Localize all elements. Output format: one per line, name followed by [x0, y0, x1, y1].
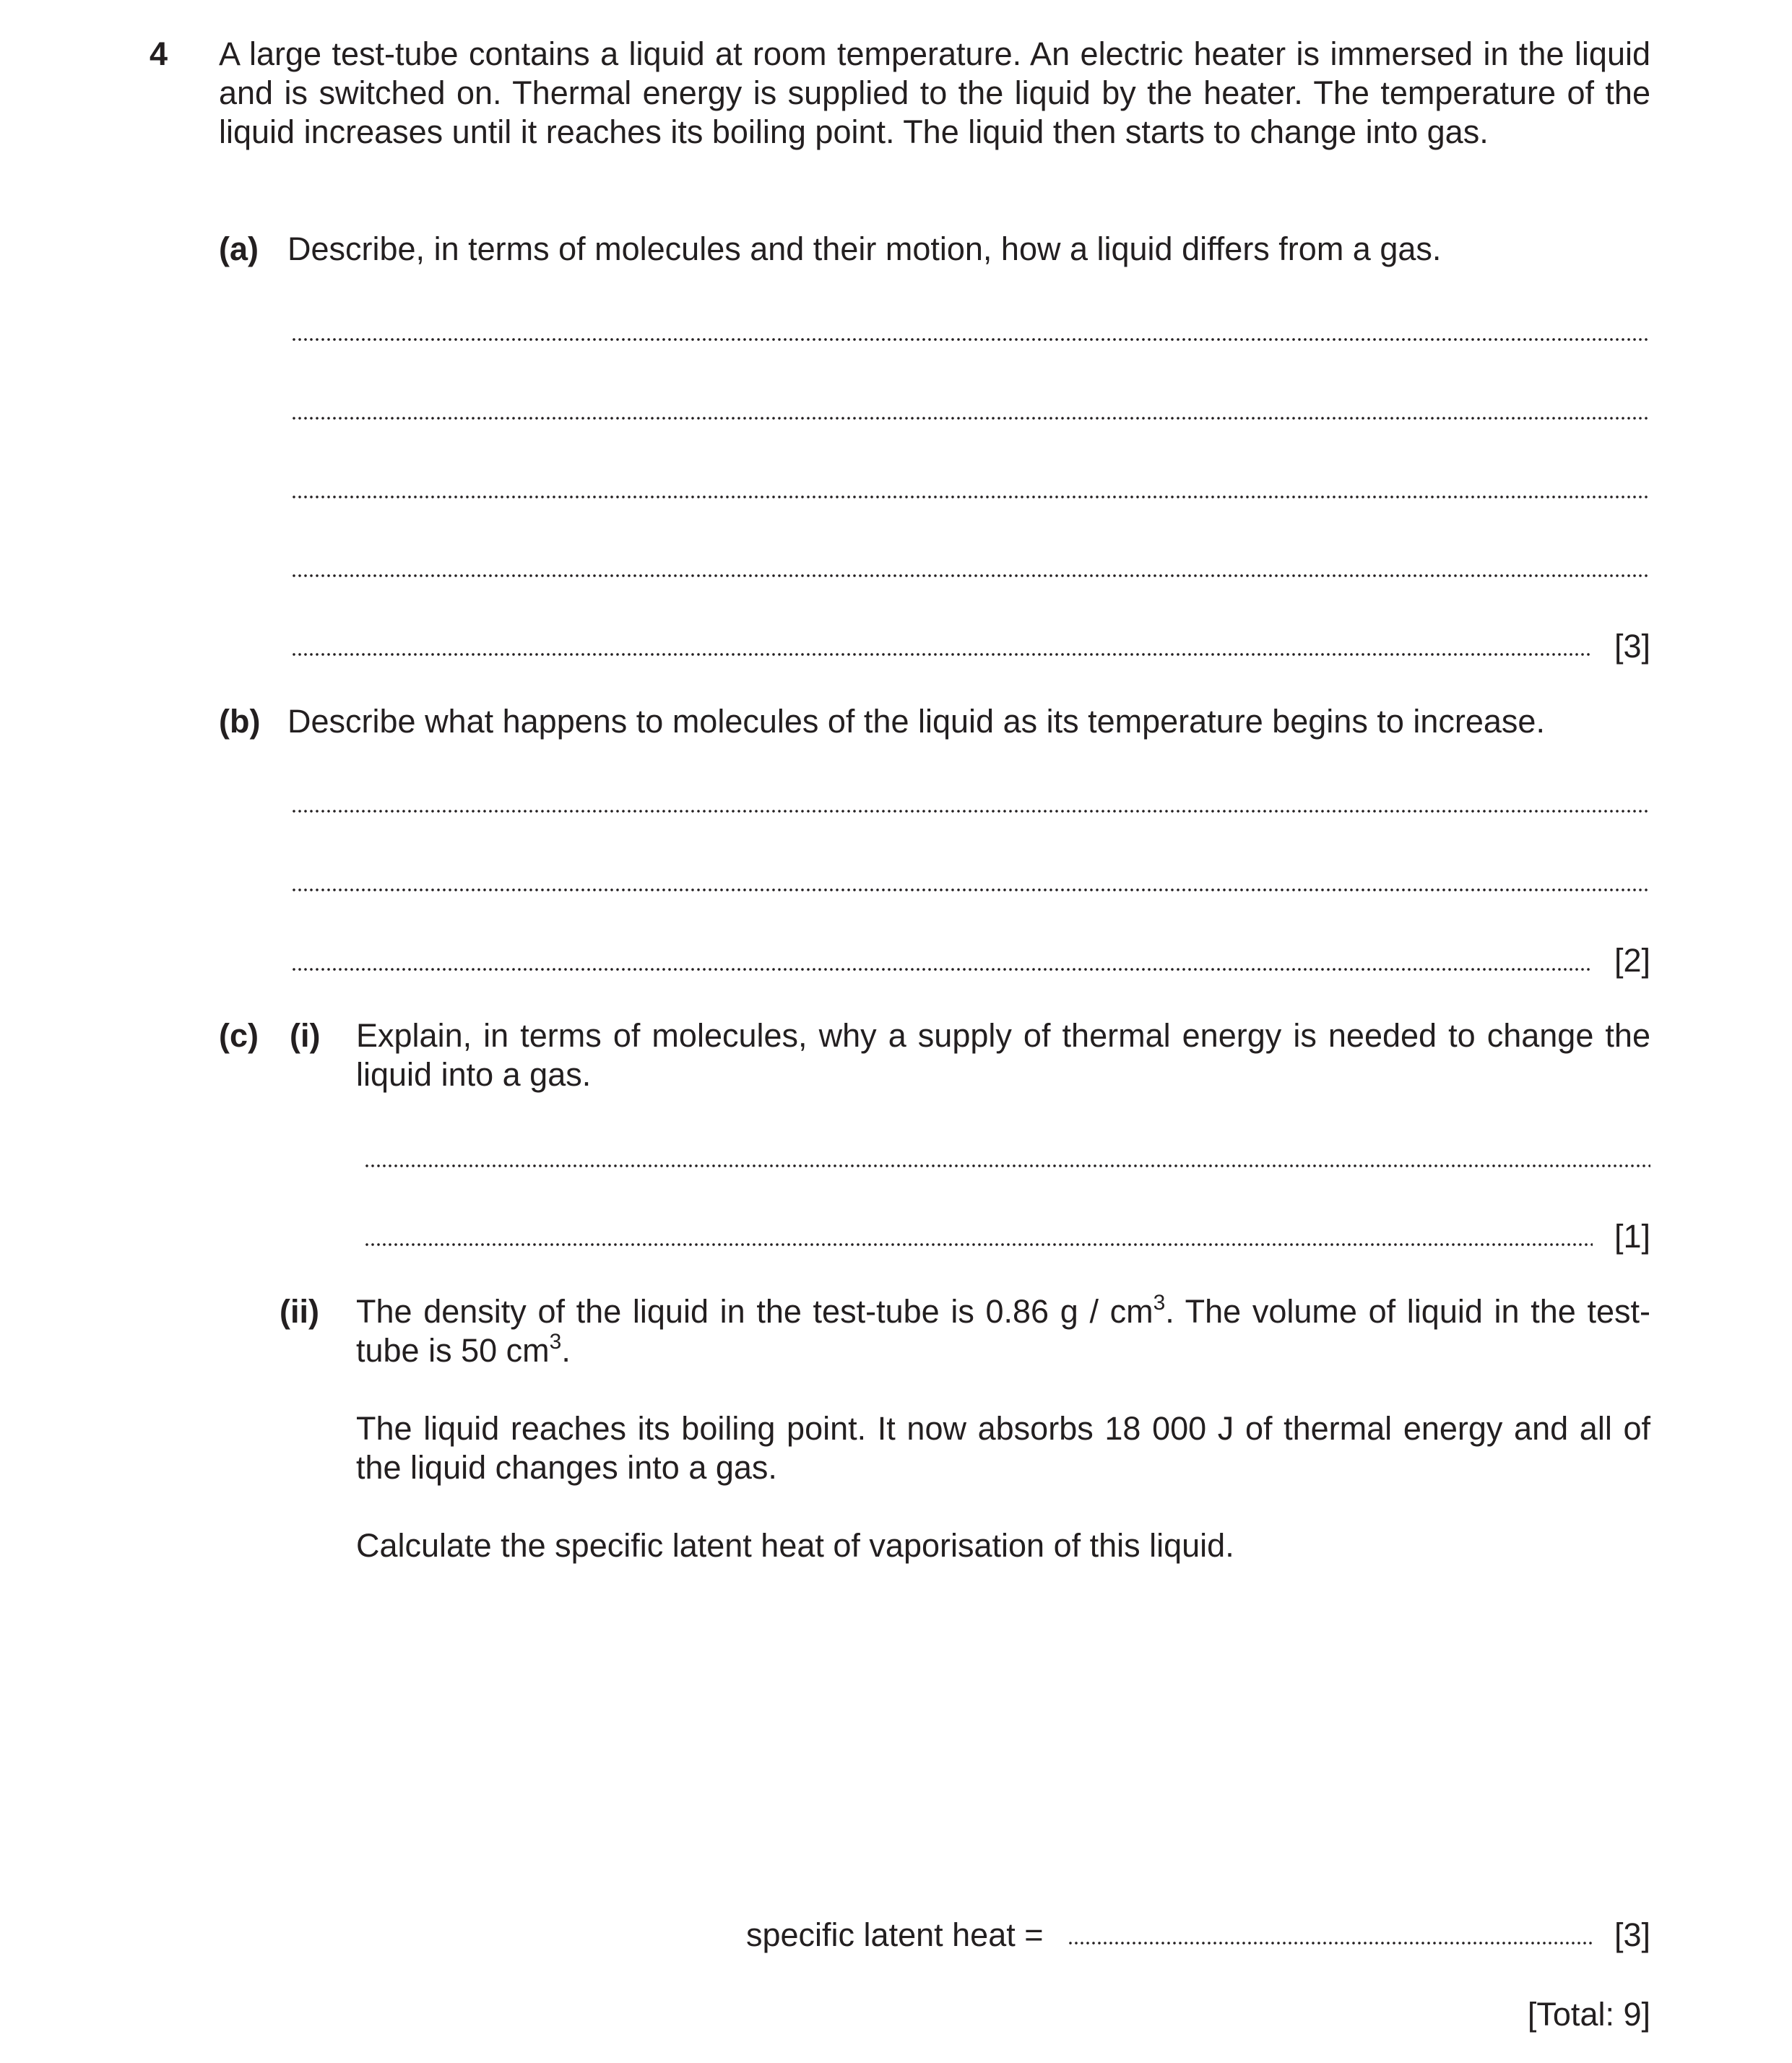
part-c-i-line-2: liquid into a gas.	[356, 1056, 592, 1093]
part-a-marks: [3]	[1614, 628, 1650, 665]
answer-line-b3[interactable]	[291, 968, 1593, 971]
part-b-question: Describe what happens to molecules of the liquid as its temperature begins to increase.	[287, 703, 1545, 740]
answer-line-b1[interactable]	[291, 810, 1650, 813]
part-b-marks: [2]	[1614, 942, 1650, 979]
part-c-i-marks: [1]	[1614, 1218, 1650, 1255]
working-space[interactable]	[356, 1582, 1650, 1885]
part-a-question: Describe, in terms of molecules and their motion, how a liquid differs from a gas.	[287, 230, 1442, 267]
part-c-ii-label: (ii)	[280, 1293, 319, 1330]
answer-line-a3[interactable]	[291, 496, 1650, 498]
intro-line-3: liquid increases until it reaches its boiling point. The liquid then starts to change into gas.	[219, 113, 1489, 150]
part-c-ii-line-2: tube is 50 $cm^3$.	[356, 1330, 571, 1369]
part-c-ii-line-1: The density of the liquid in the test-tube is 0.86 g / $cm^3$. The volume of liquid in the test-	[356, 1291, 1650, 1330]
part-c-label: (c)	[219, 1017, 259, 1054]
answer-label: specific latent heat =	[746, 1916, 1044, 1953]
intro-line-1: A large test-tube contains a liquid at room temperature. An electric heater is immersed in the liquid	[219, 35, 1650, 72]
answer-line-a4[interactable]	[291, 574, 1650, 577]
total-marks: [Total: 9]	[1527, 1996, 1650, 2033]
answer-line-ci1[interactable]	[364, 1164, 1650, 1167]
part-c-ii-instruction: Calculate the specific latent heat of vaporisation of this liquid.	[356, 1527, 1234, 1564]
answer-line-a5[interactable]	[291, 653, 1593, 656]
part-c-i-label: (i)	[290, 1017, 321, 1054]
part-a-label: (a)	[219, 230, 259, 267]
intro-line-2: and is switched on. Thermal energy is supplied to the liquid by the heater. The temperature of the	[219, 74, 1650, 111]
question-number: 4	[150, 35, 168, 72]
answer-line-b2[interactable]	[291, 888, 1650, 891]
answer-line-latent-heat[interactable]	[1068, 1942, 1593, 1945]
answer-line-ci2[interactable]	[364, 1243, 1593, 1246]
answer-line-a1[interactable]	[291, 338, 1650, 341]
part-c-i-line-1: Explain, in terms of molecules, why a supply of thermal energy is needed to change the	[356, 1017, 1650, 1054]
part-c-ii-para2-line-1: The liquid reaches its boiling point. It now absorbs 18 000 J of thermal energy and all of	[356, 1410, 1650, 1447]
part-c-ii-para2-line-2: the liquid changes into a gas.	[356, 1449, 777, 1486]
answer-line-a2[interactable]	[291, 417, 1650, 420]
part-c-ii-marks: [3]	[1614, 1916, 1650, 1953]
part-b-label: (b)	[219, 703, 261, 740]
